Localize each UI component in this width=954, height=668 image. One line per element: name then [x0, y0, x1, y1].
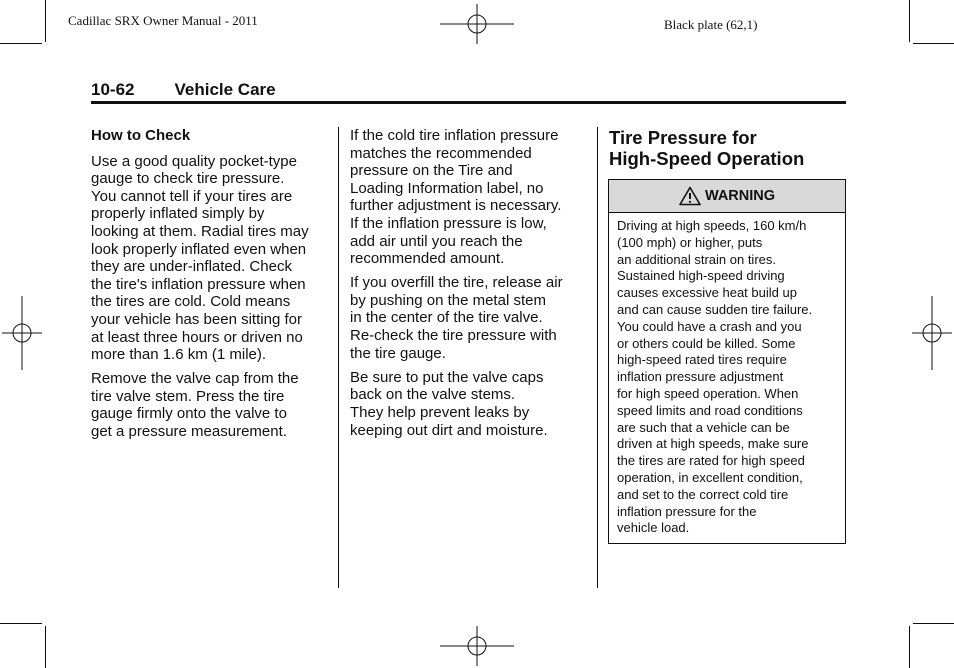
subheading-how-to-check: How to Check [91, 127, 191, 144]
crop-mark-bottom-left-h [0, 623, 42, 624]
print-header-title: Cadillac SRX Owner Manual - 2011 [68, 13, 258, 28]
section-heading: Tire Pressure for High-Speed Operation [609, 127, 805, 169]
crop-mark-bottom-left-v [45, 626, 46, 668]
paragraph: Use a good quality pocket-type gauge to check tire pressure. You cannot tell if your tires are properly inflated simply by looking at them. Radial tires may look properly inflated even when they are under-inflated. Check the tire's inflation pressure when the tires are cold. Cold means your vehicle has been sitting for at least three hours or driven no more than 1.6 km (1 mile). [91, 152, 309, 364]
warning-box [608, 179, 846, 544]
crop-mark-top-right-v [909, 0, 910, 42]
paragraph: Be sure to put the valve caps back on the valve stems. They help prevent leaks by keeping out dirt and moisture. [350, 368, 548, 439]
paragraph: If the cold tire inflation pressure matches the recommended pressure on the Tire and Loading Information label, no further adjustment is necessary. If the inflation pressure is low, add air until you reach the recommended amount. [350, 127, 562, 268]
warning-triangle-icon [679, 186, 701, 206]
warning-text: Driving at high speeds, 160 km/h (100 mph) or higher, puts an additional strain on tires. Sustained high-speed driving causes excessive heat build up and can cause sudden tire failure. You could have a crash and you or others could be killed. Some high-speed rated tires require inflation pressure adjustment for high speed operation. When speed limits and road conditions are such that a vehicle can be driven at high speeds, make sure the tires are rated for high speed operation, in excellent condition, and set to the correct cold tire inflation pressure for the vehicle load. [617, 218, 813, 536]
registration-mark-bottom-icon [440, 626, 514, 666]
paragraph: If you overfill the tire, release air by pushing on the metal stem in the center of the tire valve. Re-check the tire pressure with the tire gauge. [350, 274, 563, 362]
registration-mark-left-icon [2, 296, 42, 370]
crop-mark-top-left-v [45, 0, 46, 42]
column-divider [597, 127, 598, 588]
registration-mark-top-icon [440, 4, 514, 44]
running-head [91, 80, 276, 100]
print-header-plate: Black plate (62,1) [664, 17, 758, 32]
registration-mark-right-icon [912, 296, 952, 370]
column-1 [91, 127, 331, 447]
crop-mark-top-right-h [913, 43, 954, 44]
warning-label: WARNING [704, 188, 776, 204]
column-2 [350, 127, 590, 446]
page-number: 10-62 [91, 80, 135, 99]
crop-mark-bottom-right-h [913, 623, 954, 624]
crop-mark-top-left-h [0, 43, 42, 44]
section-title: Vehicle Care [174, 80, 276, 99]
column-divider [338, 127, 339, 588]
paragraph: Remove the valve cap from the tire valve stem. Press the tire gauge firmly onto the valve to get a pressure measurement. [91, 370, 299, 440]
warning-header [609, 180, 845, 213]
running-head-rule [91, 101, 846, 104]
crop-mark-bottom-right-v [909, 626, 910, 668]
